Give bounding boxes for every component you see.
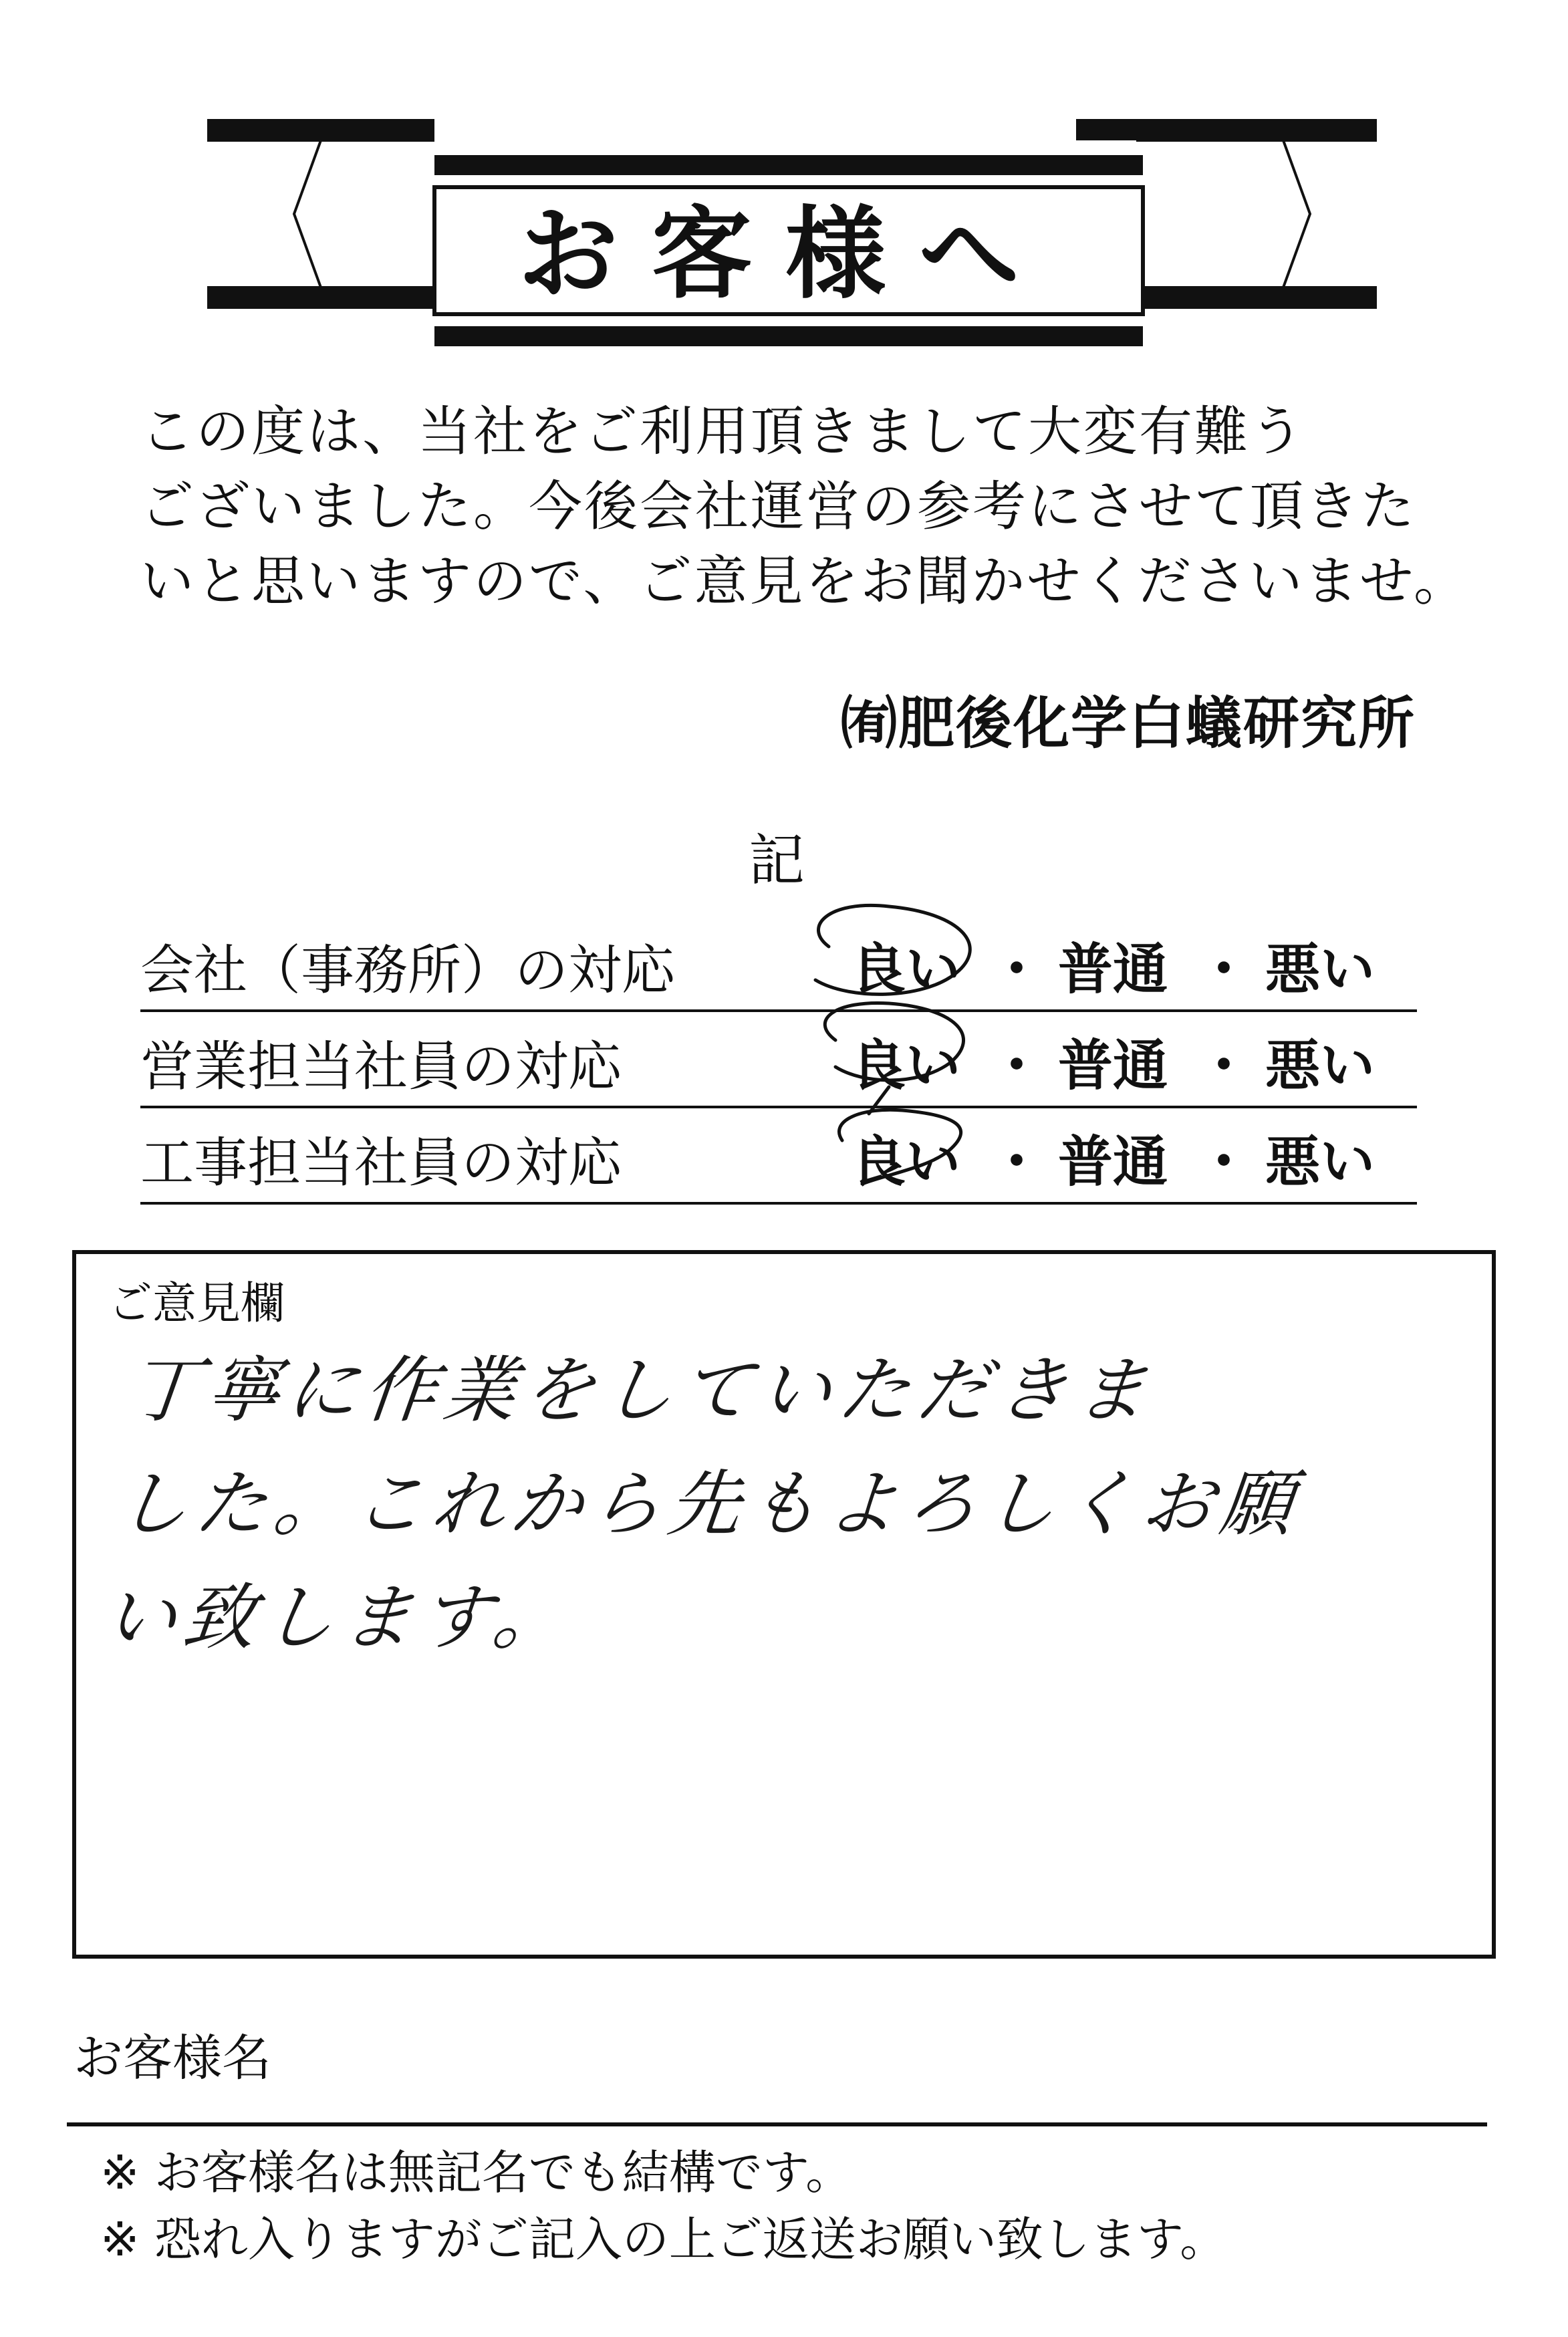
option-separator: ・ [1196,938,1252,1001]
selection-circle-marks [789,886,1009,1194]
rating-row-company [140,916,1417,1012]
option-separator: ・ [1196,1130,1252,1194]
ribbon-banner [0,0,1568,374]
option-normal[interactable]: 普通 [1057,1034,1168,1098]
option-bad[interactable]: 悪い [1265,1130,1375,1194]
option-separator: ・ [989,1130,1045,1194]
option-good[interactable]: 良い [850,938,960,1001]
rating-row-sales [140,1012,1417,1108]
page-title: お客様へ [517,195,1053,313]
option-good[interactable]: 良い [850,1034,960,1098]
option-bad[interactable]: 悪い [1265,1034,1375,1098]
footer-notes [100,2139,1226,2273]
note-line: ※ お客様名は無記名でも結構です。 [100,2145,853,2200]
option-normal[interactable]: 普通 [1057,938,1168,1001]
option-good[interactable]: 良い [850,1130,960,1194]
option-separator: ・ [1196,1034,1252,1098]
option-normal[interactable]: 普通 [1057,1130,1168,1194]
intro-text [140,394,1469,619]
comment-line: い致します。 [100,1576,577,1660]
intro-line: この度は、当社をご利用頂きまして大変有難う [140,400,1305,463]
customer-name-field[interactable] [67,2122,1487,2126]
customer-name-label: お客様名 [74,2030,271,2087]
opinion-label: ご意見欄 [108,1277,285,1329]
handwritten-comment [98,1334,1525,1675]
option-separator: ・ [989,938,1045,1001]
intro-line: いと思いますので、ご意見をお聞かせくださいませ。 [140,550,1469,612]
rating-row-construction [140,1108,1417,1205]
rating-row-label: 会社（事務所）の対応 [140,939,675,1001]
rating-row-label: 工事担当社員の対応 [140,1132,622,1194]
note-line: ※ 恐れ入りますがご記入の上ご返送お願い致します。 [100,2212,1227,2267]
ki-heading: 記 [749,828,805,893]
opinion-box[interactable] [72,1250,1496,1959]
option-bad[interactable]: 悪い [1265,938,1375,1001]
company-name: ㈲肥後化学白蟻研究所 [840,691,1416,756]
comment-line: した。これから先もよろしくお願 [112,1463,1304,1546]
intro-line: ございました。今後会社運営の参考にさせて頂きた [140,475,1416,537]
rating-row-label: 営業担当社員の対応 [140,1035,622,1098]
comment-line: 丁寧に作業をしていただきま [124,1349,1158,1433]
option-separator: ・ [989,1034,1045,1098]
